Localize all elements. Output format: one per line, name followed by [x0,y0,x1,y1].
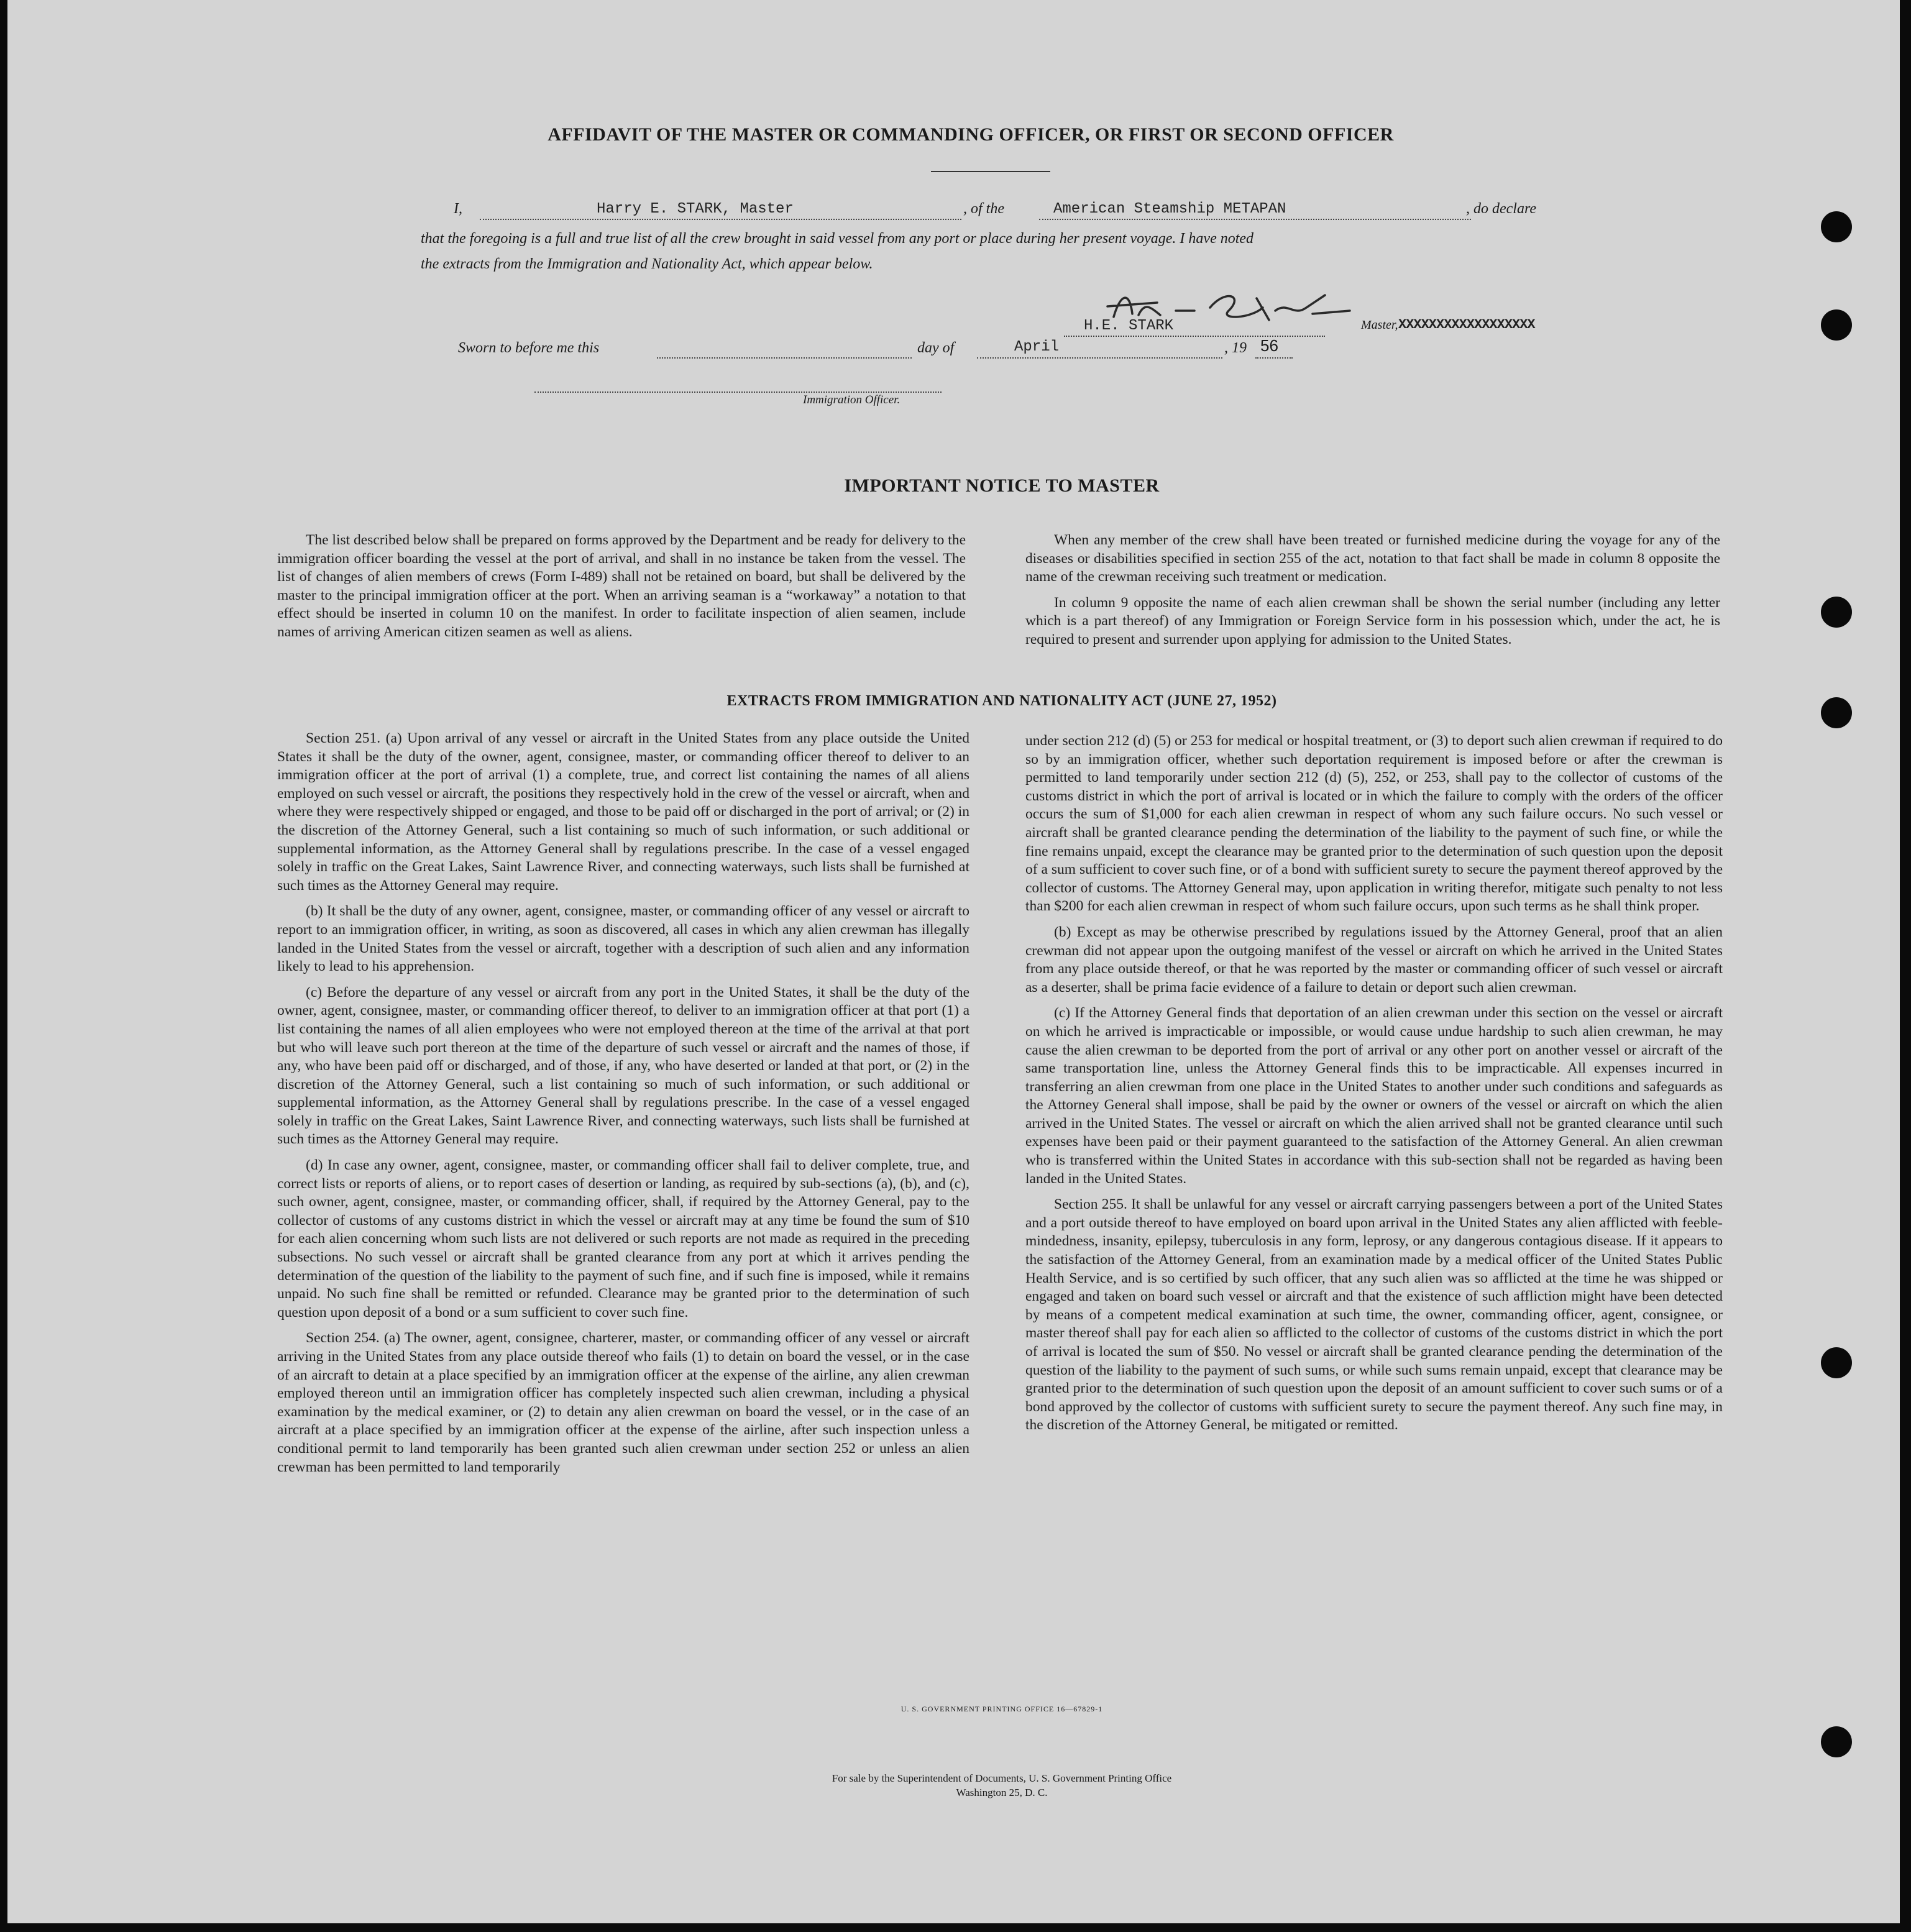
printing-office-line: U. S. GOVERNMENT PRINTING OFFICE 16—67829-1 [901,1705,1103,1713]
extracts-title: EXTRACTS FROM IMMIGRATION AND NATIONALITY ACT (JUNE 27, 1952) [726,693,1277,709]
vessel-underline [1039,219,1471,220]
extracts-right-column [1025,732,1723,1442]
month-underline [977,357,1222,359]
punch-hole [1821,1726,1852,1757]
title-rule [931,171,1050,172]
sworn-label: Sworn to before me this [458,340,600,356]
declaration-line-2: that the foregoing is a full and true list of all the crew brought in said vessel from any port or place during her present voyage. I have noted [421,231,1254,247]
section-254-c: (c) If the Attorney General finds that deportation of an alien crewman under this section on the vessel or aircraft on which he arrived is impracticable or impossible, or would cause undue hardship to such alien crewman, he may cause the alien crewman to be deported from the port of arrival or any other port on another vessel or aircraft of the same transportation line, unless the Attorney General finds this to be impracticable. All expenses incurred in transferring an alien crewman from one place in the United States to another under such conditions and safeguards as the Attorney General shall impose, shall be paid by the owner or owners of the vessel or aircraft on which the alien arrived in the United States. The vessel or aircraft on which the alien arrived shall not be granted clearance until such expenses have been paid or their payment guaranteed to the satisfaction of the Attorney General. An alien crewman who is transferred within the United States in accordance with this sub-section shall not be regarded as having been landed in the United States. [1025,1005,1723,1187]
punch-hole [1821,597,1852,628]
punch-hole [1821,697,1852,728]
i-label: I, [454,201,462,217]
notice-left-paragraph: The list described below shall be prepared on forms approved by the Department and be ready for delivery to the immigration officer boarding the vessel at the port of arrival, and shall in no instance be taken from the vessel. The list of changes of alien members of crews (Form I-489) shall not be retained on board, but shall be delivered by the master to the principal immigration officer at the port. When an arriving seaman is a “workaway” a notation to that effect should be inserted in column 10 on the manifest. In order to facilitate inspection of alien seamen, include names of arriving American citizen seamen as well as aliens. [277,532,966,640]
typed-signature: H.E. STARK [1084,318,1174,334]
name-underline [480,219,961,220]
punch-hole [1821,211,1852,242]
section-251-d: (d) In case any owner, agent, consignee, master, or commanding officer shall fail to deliver complete, true, and correct lists or reports of aliens, or to report cases of desertion or landing, as required by sub-sections (a), (b), and (c), such owner, agent, consignee, master, or commanding officer, shall, if required by the Attorney General, pay to the collector of customs of any customs district in which the vessel or aircraft may at any time be found the sum of $10 for each alien concerning whom such lists are not delivered or such reports are not made as required in the preceding subsections. No such vessel or aircraft shall be granted clearance from any port at which it arrives pending the determination of the question of the liability to the payment of such fine, and if such fine is imposed, while it remains unpaid. No such fine shall be remitted or refunded. Clearance may be granted prior to the determination of such question upon deposit of a bond or a sum sufficient to cover such fine. [277,1157,969,1321]
year-prefix: , 19 [1224,340,1247,356]
section-254-a-continued: under section 212 (d) (5) or 253 for medical or hospital treatment, or (3) to deport such alien crewman if required to do so by an immigration officer, whether such deportation requirement is imposed before or after the crewman is permitted to land temporarily under section 212 (d) (5), 252, or 253, shall pay to the collector of customs of the customs district in which the port of arrival is located or in which the failure to comply with the orders of the officer occurs the sum of $1,000 for each alien crewman in respect of whom any such failure occurs. No such vessel or aircraft shall be granted clearance pending the determination of the liability to the payment of such fine, or while the fine remains unpaid, except the clearance may be granted prior to the determination of such question upon the deposit of a sum sufficient to cover such fine, or of a bond with sufficient surety to secure the payment thereof approved by the collector of customs. The Attorney General may, upon application in writing therefor, mitigate such penalty to not less than $200 for each alien crewman in respect of whom such failure occurs, upon such terms as he shall think proper. [1025,733,1723,915]
section-254-b: (b) Except as may be otherwise prescribed by regulations issued by the Attorney General, proof that an alien crewman did not appear upon the outgoing manifest of the vessel or aircraft on which he arrived in the United States from any place outside thereof, or that he was reported by the master or commanding officer of such vessel or aircraft as a deserter, shall be prima facie evidence of a failure to detain or deport such alien crewman. [1025,923,1723,996]
punch-hole [1821,309,1852,341]
do-declare-label: , do declare [1466,201,1537,217]
master-name-field: Harry E. STARK, Master [597,201,794,217]
affidavit-title: AFFIDAVIT OF THE MASTER OR COMMANDING OFFICER, OR FIRST OR SECOND OFFICER [548,124,1394,145]
signature-line [1064,336,1325,337]
declaration-line-3: the extracts from the Immigration and Nationality Act, which appear below. [421,256,873,272]
immigration-officer-label: Immigration Officer. [803,393,901,406]
notice-right-paragraph-2: In column 9 opposite the name of each alien crewman shall be shown the serial number (including any letter which is a part thereof) of any Immigration or Foreign Service form in his possession which, under the act, he is required to present and surrender upon applying for admission to the United States. [1025,594,1720,648]
struck-officer-title: XXXXXXXXXXXXXXXXXX [1398,317,1535,332]
notice-right-paragraph-1: When any member of the crew shall have been treated or furnished medicine during the voyage for any of the diseases or disabilities specified in section 255 of the act, notation to that fact shall be made in column 8 opposite the name of the crewman receiving such treatment or medication. [1025,532,1720,585]
punch-hole [1821,1347,1852,1378]
of-the-label: , of the [963,201,1004,217]
sworn-day-underline [657,357,912,359]
year-field: 56 [1260,336,1278,355]
year-underline [1255,357,1293,359]
notice-right-column [1025,531,1720,657]
section-251-a: Section 251. (a) Upon arrival of any vessel or aircraft in the United States from any place outside the United States it shall be the duty of the owner, agent, consignee, master, or commanding officer thereof to deliver to an immigration officer at the port of arrival (1) a complete, true, and correct list containing the names of all aliens employed on such vessel or aircraft, the positions they respectively hold in the crew of the vessel or aircraft, when and where they were respectively shipped or engaged, and those to be paid off or discharged in the port of arrival; or (2) in the discretion of the Attorney General, such a list containing so much of such information, or such additional or supplemental information, as the Attorney General shall by regulations prescribe. In the case of a vessel engaged solely in traffic on the Great Lakes, Saint Lawrence River, and connecting waterways, such lists shall be furnished at such times as the Attorney General may require. [277,730,969,894]
section-251-b: (b) It shall be the duty of any owner, agent, consignee, master, or commanding officer of any vessel or aircraft to report to an immigration officer, in writing, as soon as discovered, all cases in which any alien crewman has illegally landed in the United States from the vessel or aircraft, together with a description of such alien and any information likely to lead to his apprehension. [277,903,969,975]
notice-left-column [277,531,966,649]
month-field: April [1014,339,1060,355]
vessel-name-field: American Steamship METAPAN [1053,201,1286,217]
section-251-c: (c) Before the departure of any vessel or aircraft from any port in the United States, it shall be the duty of the owner, agent, consignee, master, or commanding officer thereof, to deliver to an immigration officer at that port (1) a list containing the names of all alien employees who were not employed thereon at the time of the arrival at that port but who will leave such port thereon at the time of the departure of such vessel or aircraft and the names of those, if any, who have been paid off or discharged, and of those, if any, who have deserted or landed at that port, or (2) in the discretion of the Attorney General, such a list containing so much of such information, or such additional or supplemental information, as the Attorney General shall by regulations prescribe. In the case of a vessel engaged solely in traffic on the Great Lakes, Saint Lawrence River, and connecting waterways, such lists shall be furnished at such times as the Attorney General may require. [277,984,969,1148]
extracts-left-column [277,730,969,1484]
document-page [7,0,1900,1923]
officer-signature-line [534,391,942,393]
section-254-a: Section 254. (a) The owner, agent, consignee, charterer, master, or commanding officer of any vessel or aircraft arriving in the United States from any place outside thereof who fails (1) to detain on board the vessel, or in the case of an aircraft to detain at a place specified by an immigration officer at the expense of the airline, any alien crewman employed thereon until an immigration officer has completely inspected such alien crewman, including a physical examination by the medical examiner, or (2) to detain any alien crewman on board the vessel, or in the case of an aircraft at a place specified by an immigration officer at the expense of the airline, after such inspection unless a conditional permit to land temporarily has been granted such alien crewman under section 252 or unless an alien crewman has been permitted to land temporarily [277,1330,969,1475]
notice-title: IMPORTANT NOTICE TO MASTER [844,475,1160,496]
master-label: Master, [1361,318,1398,332]
for-sale-line: For sale by the Superintendent of Documents, U. S. Government Printing Office [832,1772,1172,1784]
day-of-label: day of [917,340,955,356]
section-255: Section 255. It shall be unlawful for any vessel or aircraft carrying passengers between a port of the United States and a port outside thereof to have employed on board upon arrival in the United States any alien afflicted with feeble-mindedness, insanity, epilepsy, tuberculosis in any form, leprosy, or any dangerous contagious disease. If it appears to the satisfaction of the Attorney General, from an examination made by a medical officer of the United States Public Health Service, and is so certified by such officer, that any such alien was so afflicted at the time he was shipped or engaged and taken on board such vessel or aircraft and that the existence of such affliction might have been detected by means of a competent medical examination at such time, the owner, commanding officer, agent, consignee, or master thereof shall pay for each alien so afflicted to the collector of customs of the customs district in which the port of arrival is located the sum of $50. No vessel or aircraft shall be granted clearance pending the determination of the question of the liability to the payment of such sums, or while such sums remain unpaid, except that clearance may be granted prior to the determination of such question upon the deposit of an amount sufficient to cover such sums or of a bond approved by the collector of customs with sufficient surety to secure the payment thereof. Any such fine may, in the discretion of the Attorney General, be mitigated or remitted. [1025,1196,1723,1434]
washington-line: Washington 25, D. C. [956,1787,1048,1798]
